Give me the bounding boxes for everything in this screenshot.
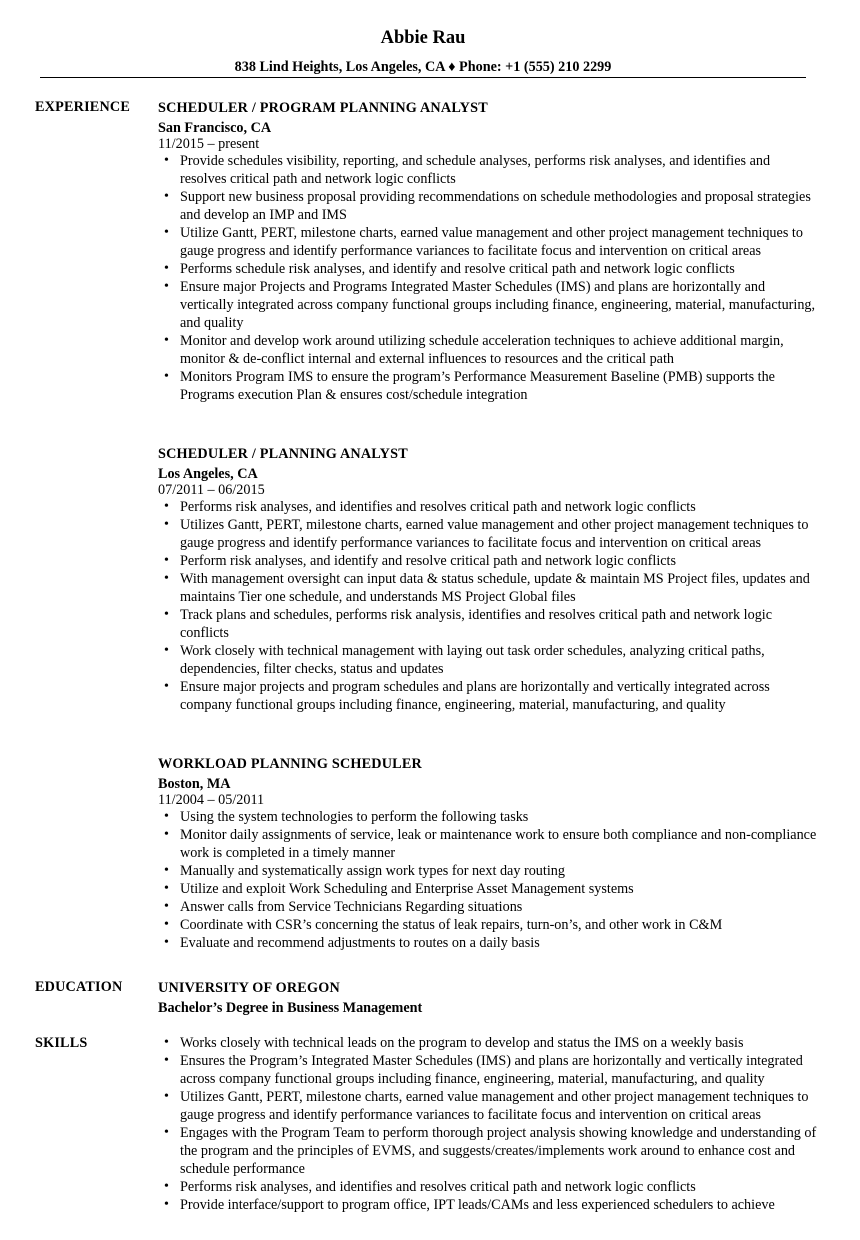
job-dates: 11/2015 – present [158, 136, 260, 152]
list-item: • Manually and systematically assign work types for next day routing [180, 862, 818, 880]
job-location: San Francisco, CA [158, 120, 272, 136]
list-item: • Coordinate with CSR’s concerning the status of leak repairs, turn-on’s, and other work in C&M [180, 916, 818, 934]
list-item: • Utilize and exploit Work Scheduling and Enterprise Asset Management systems [180, 880, 818, 898]
job-title: SCHEDULER / PROGRAM PLANNING ANALYST [158, 100, 488, 116]
job-title: WORKLOAD PLANNING SCHEDULER [158, 756, 422, 772]
list-item: • Evaluate and recommend adjustments to routes on a daily basis [180, 934, 818, 952]
list-item: • Ensure major Projects and Programs Integrated Master Schedules (IMS) and plans are horizontally and vertically integrated across company functional groups including finance, engineering, material, manufacturing, and quality [180, 278, 818, 332]
list-item: • With management oversight can input data & status schedule, update & maintain MS Project files, updates and maintains Tier one schedule, and understands MS Project Global files [180, 570, 818, 606]
education-entry [158, 979, 818, 1017]
list-item: • Performs risk analyses, and identifies and resolves critical path and network logic conflicts [180, 498, 818, 516]
list-item: • Provide schedules visibility, reporting, and schedule analyses, performs risk analyses, and identifies and resolves critical path and network logic conflicts [180, 152, 818, 188]
list-item: • Provide interface/support to program office, IPT leads/CAMs and less experienced schedulers to achieve [180, 1196, 818, 1214]
education-section-label: EDUCATION [35, 979, 123, 995]
list-item: • Performs risk analyses, and identifies and resolves critical path and network logic conflicts [180, 1178, 818, 1196]
list-item: • Work closely with technical management with laying out task order schedules, analyzing critical paths, dependencies, filter checks, status and updates [180, 642, 818, 678]
list-item: • Monitor daily assignments of service, leak or maintenance work to ensure both compliance and non-compliance work is completed in a timely manner [180, 826, 818, 862]
list-item: • Utilizes Gantt, PERT, milestone charts, earned value management and other project management techniques to gauge progress and identify performance variances to facilitate focus and intervention on critical areas [180, 1088, 818, 1124]
candidate-name: Abbie Rau [380, 28, 466, 48]
list-item: • Utilizes Gantt, PERT, milestone charts, earned value management and other project management techniques to gauge progress and identify performance variances to facilitate focus and intervention on critical areas [180, 516, 818, 552]
skills-entry [158, 1034, 818, 1214]
job-bullets [158, 498, 818, 714]
job-location: Los Angeles, CA [158, 466, 258, 482]
list-item: • Using the system technologies to perform the following tasks [180, 808, 818, 826]
list-item: • Ensure major projects and program schedules and plans are horizontally and vertically integrated across company functional groups including finance, engineering, material, manufacturing, and quality [180, 678, 818, 714]
job-2 [158, 445, 818, 714]
list-item: • Ensures the Program’s Integrated Master Schedules (IMS) and plans are horizontally and vertically integrated across company functional groups including finance, engineering, material, manufacturing, and quality [180, 1052, 818, 1088]
school-name: UNIVERSITY OF OREGON [158, 980, 340, 996]
list-item: • Support new business proposal providing recommendations on schedule methodologies and proposal strategies and develop an IMP and IMS [180, 188, 818, 224]
list-item: • Engages with the Program Team to perform thorough project analysis showing knowledge and understanding of the program and the principles of EVMS, and suggests/creates/implements work around to enhance cost and schedule performance [180, 1124, 818, 1178]
list-item: • Performs schedule risk analyses, and identify and resolve critical path and network logic conflicts [180, 260, 818, 278]
list-item: • Track plans and schedules, performs risk analysis, identifies and resolves critical path and network logic conflicts [180, 606, 818, 642]
list-item: • Works closely with technical leads on the program to develop and status the IMS on a weekly basis [180, 1034, 818, 1052]
list-item: • Answer calls from Service Technicians Regarding situations [180, 898, 818, 916]
job-dates: 07/2011 – 06/2015 [158, 482, 265, 498]
skills-section-label: SKILLS [35, 1035, 88, 1051]
job-dates: 11/2004 – 05/2011 [158, 792, 265, 808]
list-item: • Monitor and develop work around utilizing schedule acceleration techniques to achieve additional margin, monitor & de-conflict internal and external influences to resources and the critical path [180, 332, 818, 368]
experience-section-label: EXPERIENCE [35, 99, 131, 115]
skills-list [158, 1034, 818, 1214]
header-divider [40, 77, 806, 78]
job-3 [158, 755, 818, 952]
degree: Bachelor’s Degree in Business Management [158, 1000, 423, 1016]
job-location: Boston, MA [158, 776, 231, 792]
list-item: • Perform risk analyses, and identify and resolve critical path and network logic conflicts [180, 552, 818, 570]
job-bullets [158, 152, 818, 404]
list-item: • Utilize Gantt, PERT, milestone charts, earned value management and other project management techniques to gauge progress and identify performance variances to facilitate focus and intervention on critical areas [180, 224, 818, 260]
contact-line: 838 Lind Heights, Los Angeles, CA ♦ Phone: +1 (555) 210 2299 [234, 59, 612, 75]
job-title: SCHEDULER / PLANNING ANALYST [158, 446, 408, 462]
job-bullets [158, 808, 818, 952]
list-item: • Monitors Program IMS to ensure the program’s Performance Measurement Baseline (PMB) supports the Programs execution Plan & ensures cost/schedule integration [180, 368, 818, 404]
job-1 [158, 99, 818, 404]
